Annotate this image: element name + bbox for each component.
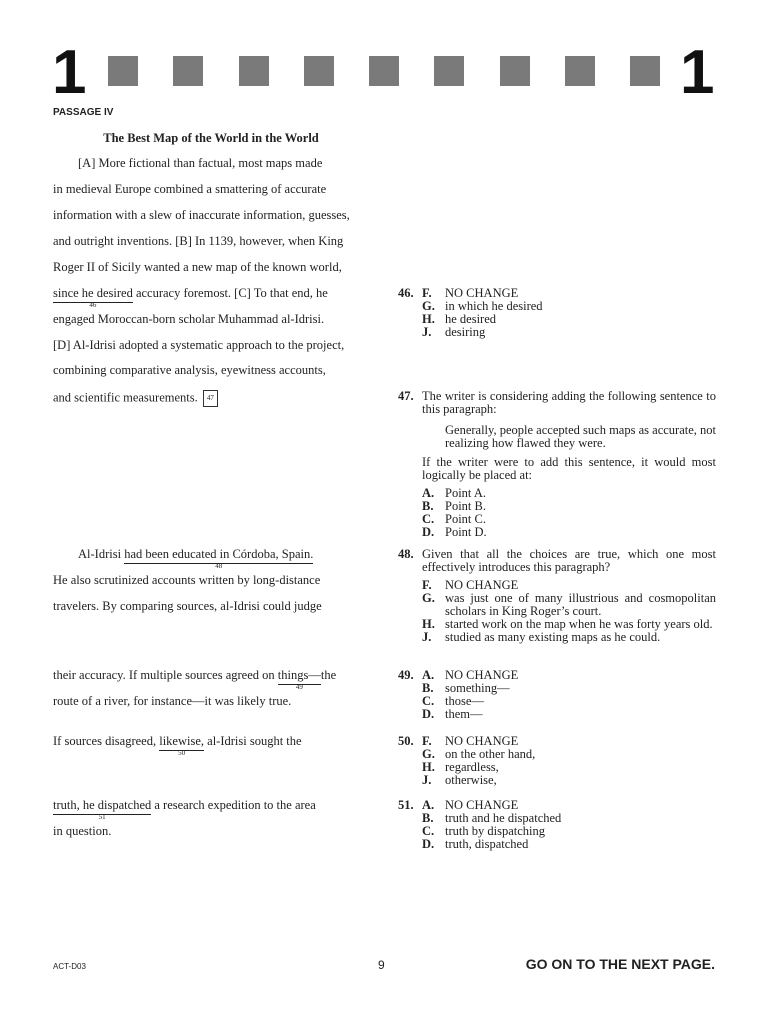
- header-square: [239, 56, 269, 86]
- option-letter: J.: [422, 773, 432, 787]
- option-letter: A.: [422, 668, 435, 682]
- option-text: Point C.: [445, 512, 486, 526]
- header-square: [565, 56, 595, 86]
- option-letter: G.: [422, 591, 435, 605]
- option-letter: B.: [422, 811, 434, 825]
- option-letter: J.: [422, 630, 432, 644]
- passage-line: [53, 798, 316, 821]
- question-46: [398, 287, 716, 339]
- answer-option[interactable]: [422, 838, 716, 851]
- passage-line: [78, 547, 314, 570]
- underlined-portion-51: [53, 798, 152, 821]
- option-letter: D.: [422, 525, 435, 539]
- header-square: [369, 56, 399, 86]
- answer-option[interactable]: [422, 526, 716, 539]
- question-50: [398, 735, 716, 787]
- passage-line: in question.: [53, 824, 112, 838]
- option-text: those—: [445, 694, 484, 708]
- page-number: 9: [378, 958, 385, 972]
- question-ref-48: 48: [215, 562, 223, 570]
- passage-line: information with a slew of inaccurate information, guesses,: [53, 208, 350, 222]
- question-number: 50.: [398, 734, 414, 748]
- passage-text: and scientific measurements.: [53, 390, 198, 405]
- passage-label: PASSAGE IV: [53, 107, 114, 118]
- passage-text: the: [320, 668, 337, 682]
- passage-line: engaged Moroccan-born scholar Muhammad al-Idrisi.: [53, 312, 325, 326]
- passage-text: a research expedition to the area: [151, 798, 316, 812]
- option-letter: J.: [422, 325, 432, 339]
- question-49: [398, 669, 716, 721]
- option-text: something—: [445, 681, 510, 695]
- passage-line: Roger II of Sicily wanted a new map of the known world,: [53, 260, 342, 274]
- underlined-portion-48: [124, 547, 314, 570]
- passage-line: [53, 286, 328, 309]
- option-letter: H.: [422, 617, 435, 631]
- passage-line: route of a river, for instance—it was likely true.: [53, 694, 292, 708]
- option-text: in which he desired: [445, 299, 543, 313]
- option-letter: C.: [422, 512, 435, 526]
- option-text: them—: [445, 707, 483, 721]
- underlined-portion-46: [53, 286, 133, 309]
- question-box-47: 47: [203, 390, 218, 407]
- section-number-left: 1: [52, 38, 87, 107]
- option-text: regardless,: [445, 760, 499, 774]
- header-square: [304, 56, 334, 86]
- question-ref-51: 51: [98, 813, 106, 821]
- option-letter: A.: [422, 486, 435, 500]
- underlined-text: truth, he dispatched: [53, 798, 152, 812]
- option-letter: B.: [422, 681, 434, 695]
- option-letter: B.: [422, 499, 434, 513]
- question-number: 47.: [398, 389, 414, 403]
- option-text: Point A.: [445, 486, 486, 500]
- header-square: [173, 56, 203, 86]
- underlined-portion-50: [159, 734, 205, 757]
- option-letter: C.: [422, 694, 435, 708]
- option-letter: D.: [422, 707, 435, 721]
- passage-line: [A] More fictional than factual, most maps made: [78, 156, 323, 170]
- option-text: NO CHANGE: [445, 734, 519, 748]
- option-text: was just one of many illustrious and cosmopolitan scholars in King Roger’s court.: [445, 591, 716, 618]
- passage-line: [D] Al-Idrisi adopted a systematic approach to the project,: [53, 338, 345, 352]
- option-text: Point B.: [445, 499, 486, 513]
- question-ref-49: 49: [295, 683, 303, 691]
- option-letter: H.: [422, 312, 435, 326]
- next-page-notice: GO ON TO THE NEXT PAGE.: [525, 956, 715, 972]
- question-51: [398, 799, 716, 851]
- option-text: truth, dispatched: [445, 837, 529, 851]
- question-stem: Given that all the choices are true, which one most effectively introduces this paragraph?: [422, 547, 716, 574]
- passage-text: their accuracy. If multiple sources agreed on: [53, 668, 278, 682]
- option-letter: D.: [422, 837, 435, 851]
- passage-text: accuracy foremost. [C] To that end, he: [132, 286, 328, 300]
- option-text: on the other hand,: [445, 747, 536, 761]
- option-text: desiring: [445, 325, 486, 339]
- option-text: studied as many existing maps as he could.: [445, 630, 661, 644]
- question-number: 49.: [398, 668, 414, 682]
- question-number: 51.: [398, 798, 414, 812]
- question-stem: The writer is considering adding the following sentence to this paragraph:: [422, 389, 716, 416]
- question-number: 46.: [398, 286, 414, 300]
- passage-line: [53, 734, 302, 757]
- underlined-text: things—: [277, 668, 321, 682]
- passage-line: and outright inventions. [B] In 1139, however, when King: [53, 234, 344, 248]
- passage-line: in medieval Europe combined a smattering of accurate: [53, 182, 327, 196]
- answer-option[interactable]: [422, 774, 716, 787]
- option-text: NO CHANGE: [445, 668, 519, 682]
- option-letter: F.: [422, 286, 432, 300]
- passage-text: Al-Idrisi: [78, 547, 125, 561]
- option-letter: F.: [422, 578, 432, 592]
- header-square: [434, 56, 464, 86]
- answer-option[interactable]: [422, 631, 716, 644]
- underlined-text: had been educated in Córdoba, Spain.: [124, 547, 314, 561]
- option-text: NO CHANGE: [445, 798, 519, 812]
- answer-option[interactable]: [422, 326, 716, 339]
- option-letter: H.: [422, 760, 435, 774]
- answer-option[interactable]: [422, 708, 716, 721]
- option-text: NO CHANGE: [445, 286, 519, 300]
- option-text: truth by dispatching: [445, 824, 545, 838]
- underlined-portion-49: [277, 668, 321, 691]
- question-stem: If the writer were to add this sentence, it would most logically be placed at:: [422, 455, 716, 482]
- question-quote: Generally, people accepted such maps as accurate, not realizing how flawed they were.: [445, 423, 716, 450]
- header-square: [500, 56, 530, 86]
- option-letter: G.: [422, 299, 435, 313]
- passage-line: combining comparative analysis, eyewitness accounts,: [53, 363, 326, 377]
- option-text: Point D.: [445, 525, 487, 539]
- underlined-text: since he desired: [53, 286, 133, 300]
- question-number: 48.: [398, 547, 414, 561]
- form-code: ACT-D03: [53, 962, 86, 971]
- question-ref-50: 50: [178, 749, 186, 757]
- question-48: [398, 548, 716, 644]
- question-47: [398, 390, 716, 539]
- header-square: [108, 56, 138, 86]
- passage-text: If sources disagreed,: [53, 734, 160, 748]
- option-text: he desired: [445, 312, 497, 326]
- option-letter: C.: [422, 824, 435, 838]
- passage-line: [53, 668, 337, 691]
- question-ref-46: 46: [89, 301, 97, 309]
- option-letter: G.: [422, 747, 435, 761]
- answer-option[interactable]: [422, 592, 716, 618]
- passage-line: He also scrutinized accounts written by long-distance: [53, 573, 321, 587]
- option-letter: A.: [422, 798, 435, 812]
- section-number-right: 1: [680, 38, 715, 107]
- passage-text: al-Idrisi sought the: [204, 734, 302, 748]
- header-square: [630, 56, 660, 86]
- option-text: truth and he dispatched: [445, 811, 562, 825]
- option-text: otherwise,: [445, 773, 497, 787]
- underlined-text: likewise,: [159, 734, 205, 748]
- option-letter: F.: [422, 734, 432, 748]
- option-text: started work on the map when he was forty years old.: [445, 617, 713, 631]
- option-text: NO CHANGE: [445, 578, 519, 592]
- passage-line: travelers. By comparing sources, al-Idrisi could judge: [53, 599, 322, 613]
- passage-title: The Best Map of the World in the World: [103, 131, 319, 145]
- passage-line: [53, 390, 218, 407]
